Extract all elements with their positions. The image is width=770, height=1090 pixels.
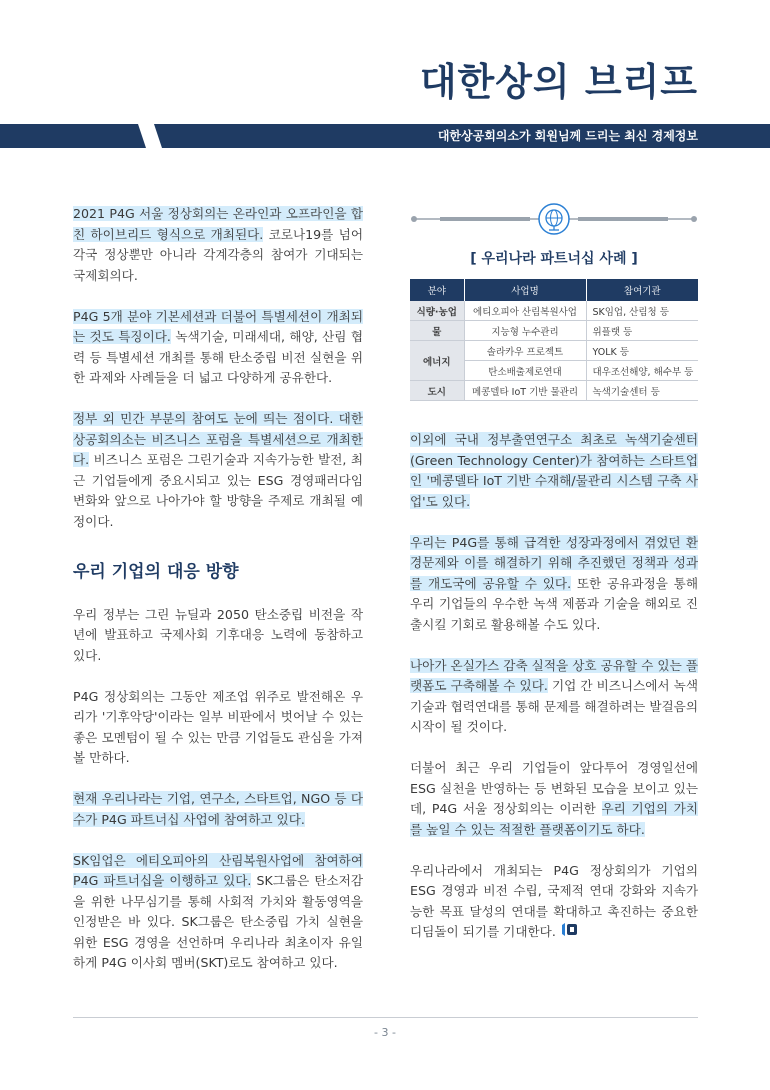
body-text: 또한 공유과정을 통해 우리 기업들의 우수한 녹색 제품과 기술을 해외로 진출시킬 기회로 활용해볼 수도 있다. [410, 575, 699, 632]
org-cell: SK임업, 산림청 등 [586, 301, 698, 321]
body-text: 비즈니스 포럼은 그린기술과 지속가능한 발전, 최근 기업들에게 중요시되고 있는 ESG 경영패러다임 변화와 앞으로 나아가야 할 방향을 주제로 개최될 예정이다. [73, 452, 363, 529]
footer-divider [73, 1017, 698, 1018]
table-row [410, 381, 698, 401]
paragraph [410, 656, 698, 738]
table-header-row [410, 279, 698, 301]
table-row [410, 301, 698, 321]
page-title: 대한상의 브리프 [419, 60, 698, 104]
field-cell: 식량·농업 [410, 301, 464, 321]
highlighted-text: P4G 5개 분야 기본세션과 더불어 특별세션이 개최되는 것도 특징이다. [73, 308, 363, 344]
field-cell: 에너지 [410, 341, 464, 381]
paragraph [73, 307, 363, 389]
highlighted-text: 우리는 P4G를 통해 급격한 성장과정에서 겪었던 환경문제와 이를 해결하기 위해 추진했던 정책과 성과를 개도국에 공유할 수 있다. [410, 534, 698, 591]
highlighted-text: SK임업은 에티오피아의 산림복원사업에 참여하여 P4G 파트너십을 이행하고 있다. [73, 852, 363, 888]
column-header: 사업명 [464, 279, 586, 301]
section-title: 우리 기업의 대응 방향 [73, 562, 239, 582]
paragraph [410, 533, 698, 636]
table-row [410, 341, 698, 361]
column-header: 참여기관 [586, 279, 698, 301]
highlighted-text: 현재 우리나라는 기업, 연구소, 스타트업, NGO 등 다수가 P4G 파트너십 사업에 참여하고 있다. [73, 791, 363, 827]
body-text: 우리나라에서 개최되는 P4G 정상회의가 기업의 ESG 경영과 비전 수립, 국제적 연대 강화와 지속가능한 목표 달성의 연대를 확대하고 촉진하는 중요한 디딤돌이 되기를 기대한다. [410, 862, 698, 939]
project-cell: 지능형 누수관리 [464, 321, 586, 341]
org-cell: 녹색기술센터 등 [586, 381, 698, 401]
paragraph [410, 861, 698, 943]
paragraph: 우리 정부는 그린 뉴딜과 2050 탄소중립 비전을 작년에 발표하고 국제사회 기후대응 노력에 동참하고 있다. [73, 606, 363, 663]
field-cell: 물 [410, 321, 464, 341]
table-row [410, 321, 698, 341]
body-text: 더불어 최근 우리 기업들이 앞다투어 경영일선에 ESG 실천을 반영하는 등 변화된 모습을 보이고 있는데, P4G 서울 정상회의는 이러한 [410, 760, 698, 816]
org-cell: 위플랫 등 [586, 321, 698, 341]
page-number: - 3 - [374, 1026, 396, 1039]
paragraph [410, 430, 698, 512]
highlighted-text: 나아가 온실가스 감축 실적을 상호 공유할 수 있는 플랫폼도 구축해볼 수 있다. [410, 657, 698, 693]
right-column [410, 430, 698, 963]
highlighted-text: 이외에 국내 정부출연연구소 최초로 녹색기술센터(Green Technology Center)가 참여하는 스타트업인 '메콩델타 IoT 기반 수재해/물관리 시스템 구축 사업'도 있다. [410, 432, 698, 509]
highlighted-text: 2021 P4G 서울 정상회의는 온라인과 오프라인을 합친 하이브리드 형식으로 개최된다. [73, 206, 363, 242]
project-cell: 솔라카우 프로젝트 [464, 341, 586, 361]
paragraph [73, 204, 363, 286]
body-text: 기업 간 비즈니스에서 녹색기술과 협력연대를 통해 문제를 해결하려는 발걸음의 시작이 될 것이다. [410, 678, 699, 734]
body-text: 녹색기술, 미래세대, 해양, 산림 협력 등 특별세션 개최를 통해 탄소중립 비전 실현을 위한 과제와 사례들을 더 넓고 다양하게 공유한다. [73, 329, 364, 385]
field-cell: 도시 [410, 381, 464, 401]
column-header: 분야 [410, 279, 464, 301]
header-subtitle: 대한상공회의소가 회원님께 드리는 최신 경제정보 [437, 129, 698, 143]
partnership-table [410, 279, 698, 401]
paragraph [410, 758, 698, 840]
left-column [73, 204, 363, 994]
paragraph [73, 851, 363, 974]
org-cell: YOLK 등 [586, 341, 698, 361]
header-band [0, 124, 770, 148]
paragraph [73, 409, 363, 532]
highlighted-text: 우리 기업의 가치를 높일 수 있는 적절한 플랫폼이기도 하다. [410, 801, 698, 837]
body-text: SK그룹은 탄소저감을 위한 나무심기를 통해 사회적 가치와 활동영역을 인정받은 바 있다. SK그룹은 탄소중립 가치 실현을 위한 ESG 경영을 선언하며 우리나라 최초이자 유일하게 P4G 이사회 멤버(SKT)로도 참여하고 있다. [73, 873, 364, 970]
globe-icon [538, 203, 570, 235]
table-title: [ 우리나라 파트너십 사례 ] [470, 251, 638, 267]
highlighted-text: 정부 외 민간 부분의 참여도 눈에 띄는 점이다. 대한상공회의소는 비즈니스 포럼을 특별세션으로 개최한다. [73, 411, 363, 467]
end-mark-icon [560, 922, 578, 943]
body-text: 코로나19를 넘어 각국 정상뿐만 아니라 각계각층의 참여가 기대되는 국제회의다. [73, 226, 363, 283]
org-cell: 대우조선해양, 해수부 등 [586, 361, 698, 381]
project-cell: 에티오피아 산림복원사업 [464, 301, 586, 321]
project-cell: 탄소배출제로연대 [464, 361, 586, 381]
paragraph [73, 789, 363, 830]
paragraph: P4G 정상회의는 그동안 제조업 위주로 발전해온 우리가 '기후악당'이라는 일부 비판에서 벗어날 수 있는 좋은 모멘텀이 될 수 있는 만큼 기업들도 관심을 가져볼 만하다. [73, 688, 363, 765]
globe-divider [410, 203, 698, 235]
project-cell: 메콩델타 IoT 기반 물관리 [464, 381, 586, 401]
